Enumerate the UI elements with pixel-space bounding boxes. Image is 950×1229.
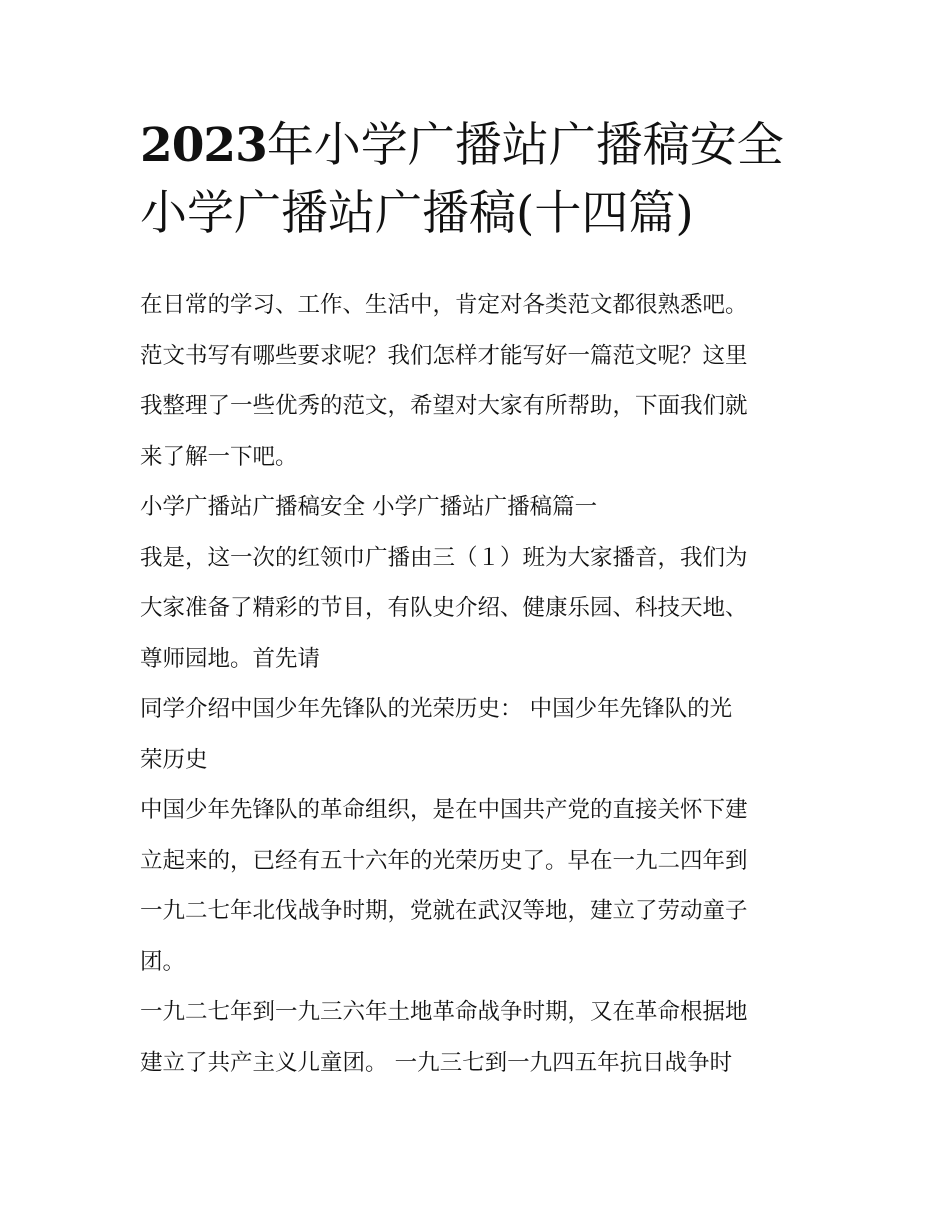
title-line-1 [140,112,840,180]
body-line: 大家准备了精彩的节目，有队史介绍、健康乐园、科技天地、 [140,595,748,621]
body-line: 尊师园地。首先请 [140,645,321,672]
document-title [140,112,840,248]
body-line: 我是，这一次的红领巾广播由三（１）班为大家播音，我们为 [140,544,748,571]
document-body [140,280,820,1088]
title-line-1-text: 年小学广播站广播稿安全 [266,118,784,173]
body-line: 荣历史 [140,746,208,773]
body-line: 中国少年先锋队的革命组织，是在中国共产党的直接关怀下建 [140,797,748,823]
title-year: 2023 [140,118,267,173]
body-line: 立起来的，已经有五十六年的光荣历史了。早在一九二四年到 [140,847,748,874]
body-line: 同学介绍中国少年先锋队的光荣历史： 中国少年先锋队的光 [140,696,733,722]
body-line: 一九二七年北伐战争时期，党就在武汉等地，建立了劳动童子 [140,898,748,924]
body-line: 在日常的学习、工作、生活中，肯定对各类范文都很熟悉吧。 [140,292,748,318]
section-heading: 小学广播站广播稿安全 小学广播站广播稿篇一 [140,494,598,520]
body-line: 建立了共产主义儿童团。 一九三七到一九四五年抗日战争时 [140,1049,733,1076]
body-line: 一九二七年到一九三六年土地革命战争时期，又在革命根据地 [140,999,748,1025]
title-line-2: 小学广播站广播稿(十四篇) [140,186,694,241]
body-line: 来了解一下吧。 [140,443,298,470]
body-line: 范文书写有哪些要求呢？我们怎样才能写好一篇范文呢？这里 [140,342,748,369]
body-line: 团。 [140,948,186,975]
body-line: 我整理了一些优秀的范文，希望对大家有所帮助，下面我们就 [140,393,748,419]
